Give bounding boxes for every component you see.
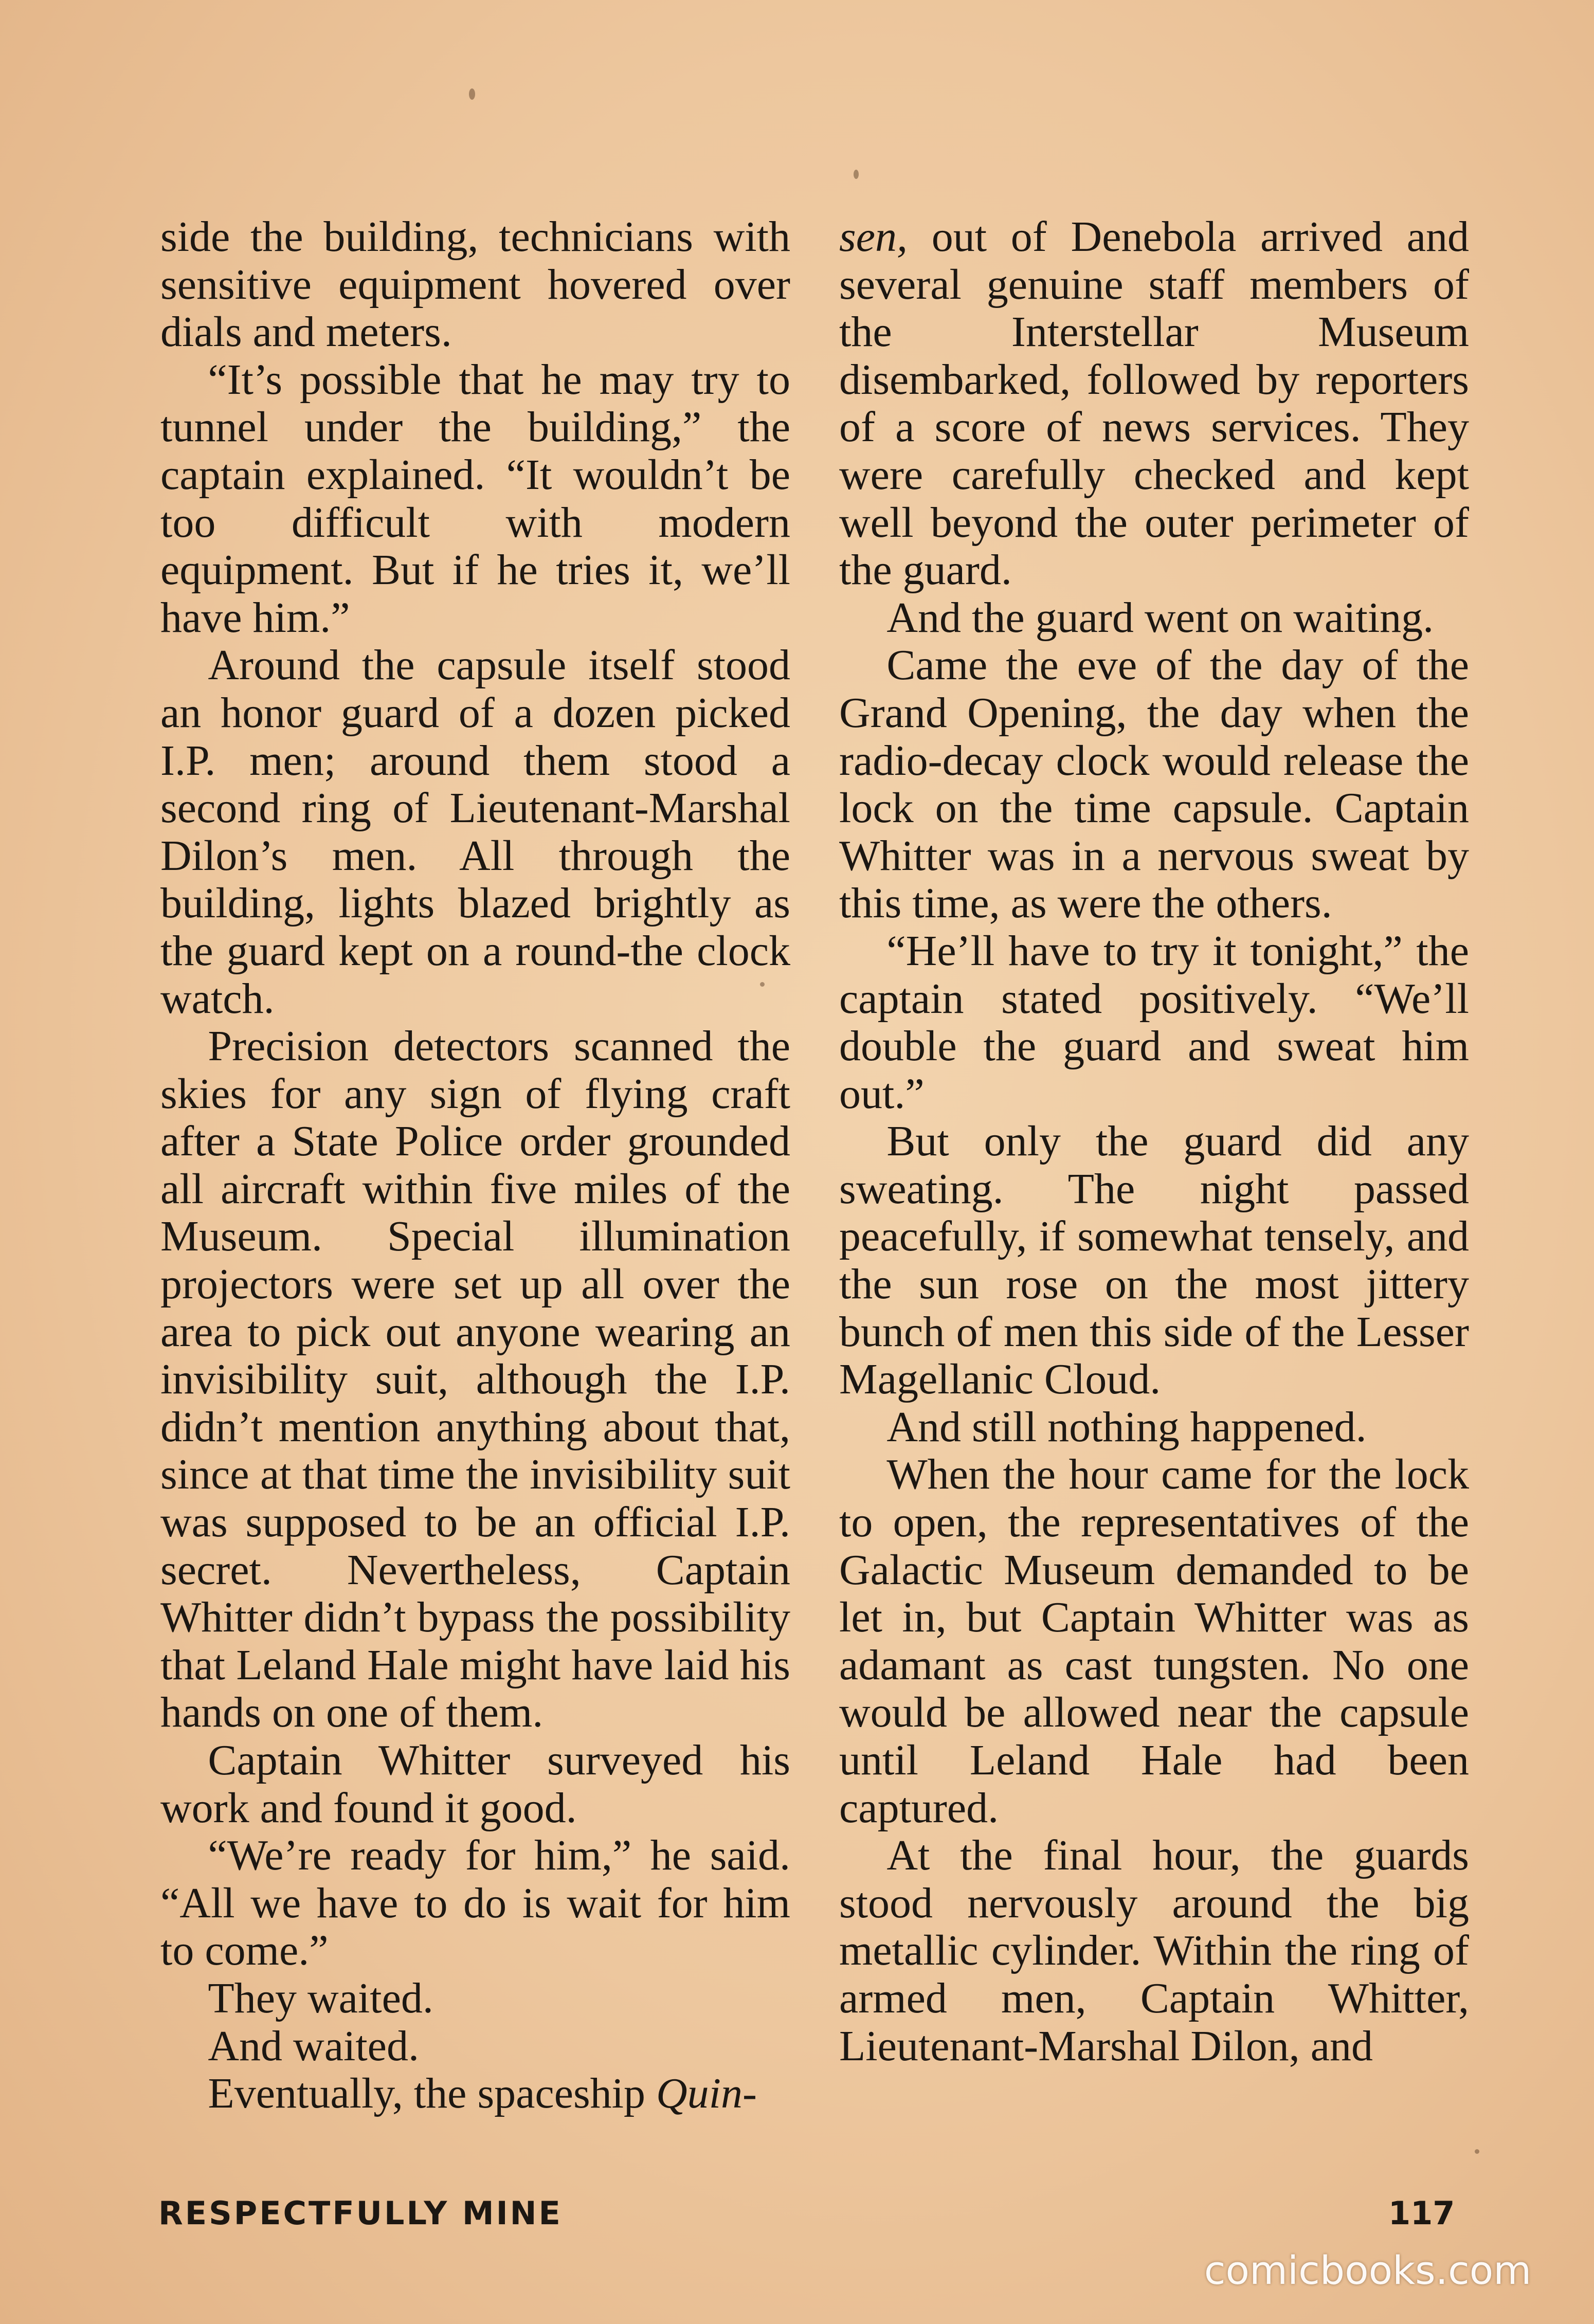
paragraph: And waited. bbox=[208, 2022, 419, 2070]
paragraph: And the guard went on waiting. bbox=[886, 593, 1434, 642]
ship-name: sen, bbox=[839, 213, 908, 261]
paragraph: And still nothing happened. bbox=[886, 1403, 1367, 1451]
watermark: comicbooks.com bbox=[1204, 2247, 1532, 2293]
paragraph bbox=[160, 2070, 790, 2118]
paper-speck bbox=[1475, 2149, 1479, 2154]
ship-name: Quin- bbox=[656, 2069, 757, 2118]
paragraph: Came the eve of the day of the Grand Opening, the day when the radio-decay clock would release the lock on the time capsule. Captain Whitter was in a nervous sweat by this time, as were the others. bbox=[839, 641, 1469, 928]
left-column bbox=[160, 213, 790, 2118]
paragraph: “He’ll have to try it tonight,” the captain stated positively. “We’ll double the guard and sweat him out.” bbox=[839, 927, 1469, 1118]
paragraph: “We’re ready for him,” he said. “All we have to do is wait for him to come.” bbox=[160, 1831, 790, 1975]
paragraph: But only the guard did any sweating. The night passed peacefully, if somewhat tensely, and the sun rose on the most jittery bunch of men this side of the Lesser Magellanic Cloud. bbox=[839, 1117, 1469, 1404]
paragraph: When the hour came for the lock to open, the representatives of the Galactic Museum demanded to be let in, but Captain Whitter was as adamant as cast tungsten. No one would be allowed near the capsule until Leland Hale had been captured. bbox=[839, 1450, 1469, 1832]
paragraph: side the building, technicians with sensitive equipment hovered over dials and meters. bbox=[160, 213, 790, 356]
paragraph-text: Eventually, the spaceship bbox=[208, 2069, 657, 2118]
page-number: 117 bbox=[1388, 2194, 1455, 2232]
paragraph: They waited. bbox=[208, 1974, 433, 2022]
paragraph: “It’s possible that he may try to tunnel under the building,” the captain explained. “It wouldn’t be too difficult with modern equipment. But if he tries it, we’ll have him.” bbox=[160, 355, 790, 642]
paragraph bbox=[839, 213, 1469, 594]
paragraph-text: out of Denebola arrived and several genuine staff members of the Interstellar Museum disembarked, followed by reporters of a score of news services. They were carefully checked and kept well beyond the outer perimeter of the guard. bbox=[839, 213, 1469, 594]
paragraph: Precision detectors scanned the skies for any sign of flying craft after a State Police order grounded all aircraft within five miles of the Museum. Special illumination projectors were set up all over the area to pick out anyone wearing an invisibility suit, although the I.P. didn’t mention anything about that, since at that time the invisibility suit was supposed to be an official I.P. secret. Nevertheless, Captain Whitter didn’t bypass the possibility that Leland Hale might have laid his hands on one of them. bbox=[160, 1022, 790, 1737]
running-footer-title: RESPECTFULLY MINE bbox=[158, 2194, 563, 2232]
paper-speck bbox=[854, 170, 859, 179]
paragraph: At the final hour, the guards stood nervously around the big metallic cylinder. Within the ring of armed men, Captain Whitter, Lieutenant-Marshal Dilon, and bbox=[839, 1831, 1469, 2070]
right-column bbox=[839, 213, 1469, 2070]
paragraph: Around the capsule itself stood an honor guard of a dozen picked I.P. men; around them stood a second ring of Lieutenant-Marshal Dilon’s men. All through the building, lights blazed brightly as the guard kept on a round-the clock watch. bbox=[160, 641, 790, 1023]
paragraph: Captain Whitter surveyed his work and found it good. bbox=[160, 1736, 790, 1832]
paper-speck bbox=[469, 88, 475, 100]
